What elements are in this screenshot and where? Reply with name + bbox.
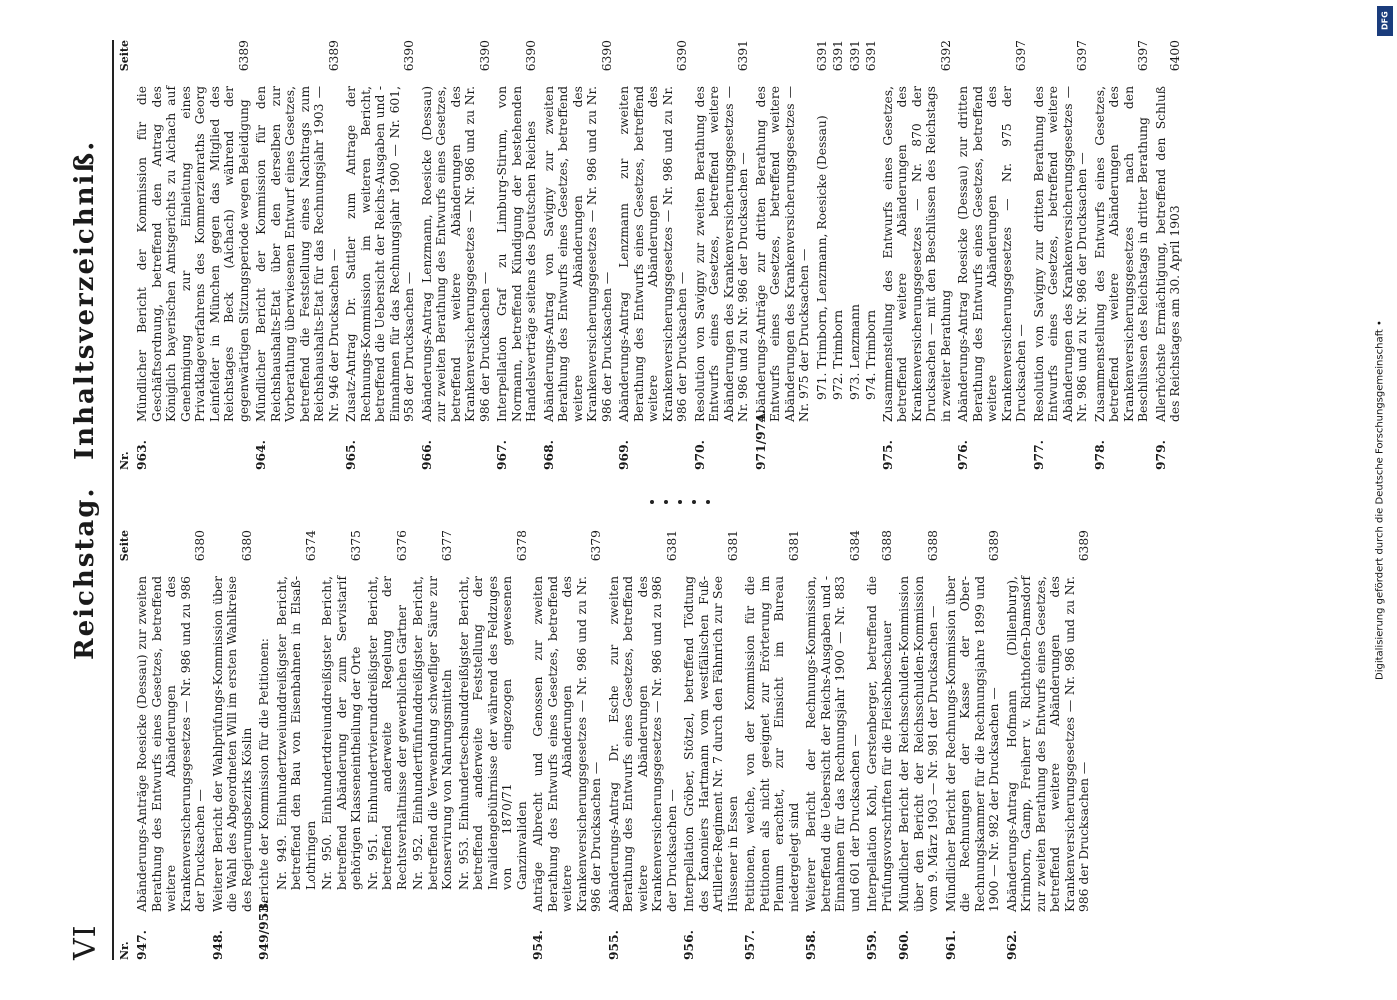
entry-page: 6389 [236, 40, 251, 72]
entry-number: 979. [1152, 440, 1168, 470]
index-sub-entry [320, 530, 364, 890]
entry-page: 6380 [239, 530, 254, 562]
entry-text: Mündlicher Bericht der Kommission für den Reichshaushalts-Etat über den derselben zur Vorberathung überwiesenen Entwurf eines Gesetzes, betreffend die Feststellung eines Nachtrags zum Reichshaushalts-Etat für das Rechnungsjahr 1903 — Nr. 946 der Drucksachen — [254, 86, 341, 422]
index-entry [804, 530, 862, 960]
index-sub-entry [864, 40, 879, 400]
column-header [118, 40, 131, 470]
entry-number: 976. [955, 440, 970, 470]
entry-number: 963. [134, 440, 149, 470]
entry-page: 6391 [814, 40, 829, 72]
entry-page: 6390 [477, 40, 492, 72]
entry-number: 959. [864, 930, 879, 960]
index-entry [865, 530, 894, 960]
entry-page: 6397 [1075, 40, 1089, 72]
entry-page: 6391 [831, 40, 845, 72]
entry-page: 6389 [1077, 530, 1091, 562]
entry-number: 971/974. [752, 409, 768, 470]
entry-number: 970. [691, 440, 707, 470]
entry-number: 961. [942, 930, 958, 960]
index-sub-entry [815, 40, 830, 400]
entry-page: 6377 [440, 530, 454, 562]
page-header [60, 40, 114, 960]
entry-number: 956. [681, 930, 696, 960]
index-entry [344, 40, 417, 470]
entry-number: 964. [253, 440, 268, 470]
nr-label: Nr. [118, 451, 131, 470]
index-entry [1005, 530, 1092, 960]
index-sub-entry [848, 40, 863, 400]
entry-number: 960. [896, 930, 911, 960]
entry-text: Abänderungs-Antrag Dr. Esche zur zweiten Berathung des Entwurfs eines Gesetzes, betreffend weitere Abänderungen des Krankenversicherungsgesetzes — Nr. 986 und zu 986 der Drucksachen — [606, 576, 679, 912]
index-entry [542, 40, 615, 470]
entry-page: 6374 [303, 530, 318, 562]
index-entry [531, 530, 604, 960]
index-entry [1093, 40, 1151, 470]
index-entry [956, 40, 1029, 470]
entry-text: Interpellation Gröber, Stötzel, betreffend Tödtung des Kanoniers Hartmann vom westfälischen Fuß-Artillerie-Regiment Nr. 7 durch den Fähnrich zur See Hüssener in Essen [682, 576, 740, 912]
entry-page: 6400 [1168, 40, 1182, 72]
entry-page: 6391 [736, 40, 750, 72]
entry-text: Berichte der Kommission für die Petitionen: [257, 638, 271, 912]
entry-page: 6390 [599, 40, 614, 72]
entry-text: Nr. 951. Einhundertvierunddreißigster Bericht, betreffend anderweite Regelung der Rechtsverhältnisse der gewerblichen Gärtner [365, 576, 409, 890]
entry-number: 975. [879, 440, 895, 470]
index-entry [135, 530, 208, 960]
entry-text: 972. Trimborn [831, 309, 845, 400]
entry-page: 6384 [847, 530, 862, 562]
index-entry [754, 40, 812, 470]
entry-text: Mündlicher Bericht der Kommission für die Geschäftsordnung, betreffend den Antrag des Königlich bayerischen Amtsgerichts zu Aichach auf Genehmigung zur Einleitung eines Privatklageverfahrens des Kommerzienraths Georg Leinfelder in München gegen das Mitglied des Reichstages Beck (Aichach) während der gegenwärtigen Sitzungsperiode wegen Beleidigung [135, 86, 251, 422]
index-entry [897, 530, 941, 960]
seite-label: Seite [118, 530, 131, 562]
entry-text: Interpellation Kohl, Gerstenberger, betreffend die Prüfungsvorschriften für die Fleischbeschauer [865, 576, 894, 912]
entry-text: Weiterer Bericht der Wahlprüfungs-Kommission über die Wahl des Abgeordneten Will im ersten Wahlkreise des Regierungsbezirks Köslin [210, 576, 254, 912]
entry-number: 978. [1091, 440, 1107, 470]
entry-page: 6380 [193, 530, 207, 562]
entry-text: Petitionen, welche, von der Kommission für die Petitionen als nicht geeignet zur Erörterung im Plenum erachtet, zur Einsicht im Bureau niedergelegt sind [743, 576, 801, 912]
entry-page: 6381 [664, 530, 679, 562]
entry-text: Zusammenstellung des Entwurfs eines Gesetzes, betreffend weitere Abänderungen des Krankenversicherungsgesetzes nach den Beschlüssen des Reichstags in dritter Berathung [1092, 86, 1150, 422]
entry-number: 954. [530, 930, 545, 960]
entry-number: 967. [494, 440, 509, 470]
entry-text: Resolution von Savigny zur zweiten Berathung des Entwurfs eines Gesetzes, betreffend weitere Abänderungen des Krankenversicherungsgesetzes — Nr. 986 und zu Nr. 986 der Drucksachen — [692, 86, 750, 422]
entry-page: 6397 [1014, 40, 1028, 72]
entry-number: 968. [540, 440, 556, 470]
seite-label: Seite [118, 40, 131, 72]
entry-page: 6397 [1136, 40, 1150, 72]
entry-page: 6376 [394, 530, 409, 562]
entry-text: Nr. 949. Einhundertzweiunddreißigster Bericht, betreffend den Bau von Eisenbahnen in Elsaß-Lothringen [274, 576, 318, 890]
entry-text: 971. Trimborn, Lenzmann, Roesicke (Dessau) [814, 115, 829, 400]
entry-page: 6389 [987, 530, 1001, 562]
entry-text: Anträge Albrecht und Genossen zur zweiten Berathung des Entwurfs eines Gesetzes, betreffend weitere Abänderungen des Krankenversicherungsgesetzes — Nr. 986 und zu Nr. 986 der Drucksachen — [531, 576, 603, 912]
digitization-note: Digitalisierung gefördert durch die Deutsche Forschungsgemeinschaft • [1374, 320, 1386, 680]
column-divider-ornament [650, 496, 850, 508]
entry-text: Abänderungs-Antrag Lenzmann zur zweiten Berathung des Entwurfs eines Gesetzes, betreffend weitere Abänderungen des Krankenversicherungsgesetzes — Nr. 986 und zu Nr. 986 der Drucksachen — [617, 86, 689, 422]
entry-page: 6390 [524, 40, 538, 72]
entry-text: Abänderungs-Antrag von Savigny zur zweiten Berathung des Entwurfs eines Gesetzes, betreffend weitere Abänderungen des Krankenversicherungsgesetzes — Nr. 986 und zu Nr. 986 der Drucksachen — [541, 86, 614, 422]
entry-page: 6390 [675, 40, 689, 72]
entry-text: Mündlicher Bericht der Reichsschulden-Kommission über den Bericht der Reichsschulden-Kommission vom 9. März 1903 — Nr. 981 der Drucksachen — [897, 576, 940, 912]
entry-text: Mündlicher Bericht der Rechnungs-Kommission über die Rechnungen der Kasse der Ober-Rechnungskammer für die Rechnungsjahre 1899 und 1900 — Nr. 982 der Drucksachen — [943, 576, 1001, 912]
index-entry [254, 40, 341, 470]
entry-page: 6392 [938, 40, 953, 72]
index-entry [1154, 40, 1183, 470]
index-entry [743, 530, 801, 960]
entry-text: Abänderungs-Anträge zur dritten Berathung des Entwurfs eines Gesetzes, betreffend weitere Abänderungen des Krankenversicherungsgesetzes — Nr. 975 der Drucksachen — [753, 86, 811, 422]
entry-number: 948. [209, 930, 225, 960]
index-entry [257, 530, 272, 960]
index-entry [617, 40, 690, 470]
entry-text: 973. Lenzmann [847, 304, 862, 400]
index-entry [944, 530, 1002, 960]
entry-page: 6391 [847, 40, 862, 72]
entry-text: Abänderungs-Antrag Hofmann (Dillenburg), Krimborn, Gamp, Freiherr v. Richthofen-Damsdorf zur zweiten Berathung des Entwurfs eines Gesetzes, betreffend weitere Abänderungen des Krankenversicherungsgesetzes — Nr. 986 und zu Nr. 986 der Drucksachen — [1004, 576, 1091, 912]
entry-text: Nr. 950. Einhundertdreiunddreißigster Bericht, betreffend Abänderung der zum Servistarif gehörigen Klasseneintheilung der Orte [320, 576, 363, 890]
entry-number: 969. [616, 440, 631, 470]
entry-page: 6378 [514, 530, 529, 562]
index-sub-entry [275, 530, 319, 890]
entry-text: 974. Trimborn [864, 309, 878, 400]
index-entry [495, 40, 539, 470]
entry-text: Resolution von Savigny zur dritten Berathung des Entwurfs eines Gesetzes, betreffend weitere Abänderungen des Krankenversicherungsgesetzes — Nr. 986 und zu Nr. 986 der Drucksachen — [1031, 86, 1089, 422]
index-entry [135, 40, 251, 470]
entry-text: Zusatz-Antrag Dr. Sattler zum Antrage der Rechnungs-Kommission im weiteren Bericht, betreffend die Uebersicht der Reichs-Ausgaben und -Einnahmen für das Rechnungsjahr 1900 — Nr. 601, 958 der Drucksachen — [344, 86, 416, 422]
entry-text: Interpellation Graf zu Limburg-Stirum, von Normann, betreffend Kündigung der bestehenden Handelsverträge seitens des Deutschen Reiches [495, 86, 538, 422]
entry-page: 6388 [879, 530, 894, 562]
entry-page: 6388 [926, 530, 940, 562]
dfg-logo: DFG [1377, 6, 1393, 36]
index-entry [420, 40, 493, 470]
entry-text: Nr. 952. Einhundertfünfunddreißigster Bericht, betreffend die Verwendung schwefliger Säure zur Konservirung von Nahrungsmitteln [411, 576, 454, 890]
left-column [118, 530, 1091, 960]
index-sub-entry [831, 40, 846, 400]
entry-text: Abänderungs-Antrag Lenzmann, Roesicke (Dessau) zur zweiten Berathung des Entwurfs eines Gesetzes, betreffend weitere Abänderungen des Krankenversicherungsgesetzes — Nr. 986 und zu Nr. 986 der Drucksachen — [419, 86, 492, 422]
entry-number: 966. [418, 440, 434, 470]
index-sub-entry [411, 530, 455, 890]
column-header [118, 530, 131, 960]
right-column [118, 40, 1182, 470]
entry-text: Nr. 953. Einhundertsechsunddreißigster Bericht, betreffend anderweite Feststellung der Invalidengebührnisse der während des Feldzuges von 1870/71 eingezogen gewesenen Ganzinvaliden [456, 576, 529, 890]
index-sub-entry [366, 530, 410, 890]
nr-label: Nr. [118, 941, 131, 960]
page-title-right: Inhaltsverzeichniß. [70, 139, 100, 460]
entry-text: Abänderungs-Antrag Roesicke (Dessau) zur dritten Berathung des Entwurfs eines Gesetzes, betreffend weitere Abänderungen des Krankenversicherungsgesetzes — Nr. 975 der Drucksachen — [956, 86, 1028, 422]
entry-number: 957. [742, 930, 757, 960]
entry-page: 6391 [864, 40, 878, 72]
entry-page: 6390 [402, 40, 416, 72]
entry-text: Zusammenstellung des Entwurfs eines Gesetzes, betreffend weitere Abänderungen des Krankenversicherungsgesetzes — Nr. 870 der Drucksachen — mit den Beschlüssen des Reichstags in zweiter Berathung [880, 86, 953, 422]
index-sub-entry [457, 530, 530, 890]
page-title-left: Reichstag. [70, 486, 100, 660]
entry-number: 955. [605, 930, 621, 960]
entry-text: Abänderungs-Anträge Roesicke (Dessau) zur zweiten Berathung des Entwurfs eines Gesetzes, betreffend weitere Abänderungen des Krankenversicherungsgesetzes — Nr. 986 und zu 986 der Drucksachen — [135, 576, 207, 912]
index-entry [693, 40, 751, 470]
entry-text: Allerhöchste Ermächtigung, betreffend den Schluß des Reichstages am 30. April 1903 [1153, 86, 1182, 422]
entry-page: 6389 [326, 40, 341, 72]
entry-page: 6379 [589, 530, 603, 562]
entry-number: 977. [1030, 440, 1046, 470]
entry-page: 6375 [349, 530, 363, 562]
entry-number: 949/953. [256, 899, 271, 960]
page-number: VI [68, 924, 103, 960]
index-entry [1032, 40, 1090, 470]
entry-page: 6381 [786, 530, 801, 562]
entry-number: 947. [134, 930, 149, 960]
index-entry [607, 530, 680, 960]
index-entry [881, 40, 954, 470]
index-entry [211, 530, 255, 960]
entry-number: 962. [1003, 930, 1019, 960]
index-entry [682, 530, 740, 960]
entry-number: 958. [803, 930, 818, 960]
entry-text: Weiterer Bericht der Rechnungs-Kommission, betreffend die Uebersicht der Reichs-Ausgaben und -Einnahmen für das Rechnungsjahr 1900 — Nr. 883 und 601 der Drucksachen — [804, 576, 862, 912]
entry-number: 965. [343, 440, 358, 470]
entry-page: 6381 [725, 530, 740, 562]
